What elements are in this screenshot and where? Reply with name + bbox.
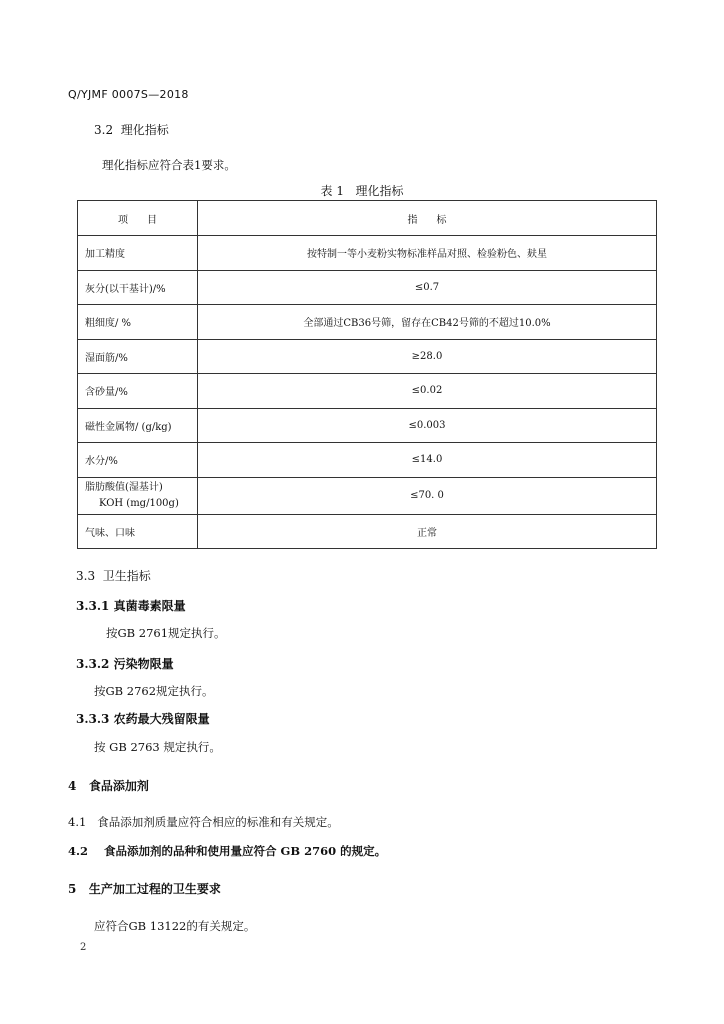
row-value: 全部通过CB36号筛，留存在CB42号筛的不超过10.0% xyxy=(198,305,657,340)
section-3-2-heading: 3.2 理化指标 xyxy=(94,123,169,137)
row-item: 灰分(以干基计)/% xyxy=(78,270,198,305)
section-4-1-text: 4.1 食品添加剂质量应符合相应的标准和有关规定。 xyxy=(68,815,339,829)
table-row xyxy=(78,443,657,478)
row-item: 湿面筋/% xyxy=(78,339,198,374)
table-row xyxy=(78,514,657,549)
table-row xyxy=(78,236,657,271)
page-number: 2 xyxy=(80,942,87,953)
header-indicator: 指 标 xyxy=(198,201,657,236)
row-item xyxy=(78,477,198,514)
row-value: ≤0.003 xyxy=(198,408,657,443)
section-3-2-text: 理化指标应符合表1要求。 xyxy=(102,158,236,172)
row-item: 加工精度 xyxy=(78,236,198,271)
document-code: Q/YJMF 0007S—2018 xyxy=(68,88,189,101)
row-item-line2: KOH (mg/100g) xyxy=(99,497,179,509)
section-3-3-3-heading: 3.3.3 农药最大残留限量 xyxy=(76,712,210,726)
section-3-3-1-heading: 3.3.1 真菌毒素限量 xyxy=(76,599,186,613)
header-item: 项 目 xyxy=(78,201,198,236)
section-5-text: 应符合GB 13122的有关规定。 xyxy=(94,919,256,933)
row-value: 正常 xyxy=(198,514,657,549)
section-3-3-2-heading: 3.3.2 污染物限量 xyxy=(76,657,174,671)
section-3-3-heading: 3.3 卫生指标 xyxy=(76,569,151,583)
row-item: 含砂量/% xyxy=(78,374,198,409)
row-item: 气味、口味 xyxy=(78,514,198,549)
row-value: ≤0.02 xyxy=(198,374,657,409)
table-row xyxy=(78,305,657,340)
table-row xyxy=(78,408,657,443)
section-5-heading: 5 生产加工过程的卫生要求 xyxy=(68,882,221,896)
row-value: ≤70. 0 xyxy=(198,477,657,514)
row-item-line1: 脂肪酸值(湿基计) xyxy=(85,481,163,493)
table-row xyxy=(78,339,657,374)
section-4-heading: 4 食品添加剂 xyxy=(68,779,149,793)
table-row xyxy=(78,477,657,514)
row-item: 水分/% xyxy=(78,443,198,478)
table-row xyxy=(78,374,657,409)
physicochemical-table xyxy=(77,200,657,549)
row-item: 磁性金属物/ (g/kg) xyxy=(78,408,198,443)
row-item: 粗细度/ % xyxy=(78,305,198,340)
row-value: ≤14.0 xyxy=(198,443,657,478)
section-3-3-3-text: 按 GB 2763 规定执行。 xyxy=(94,740,221,754)
row-value: ≤0.7 xyxy=(198,270,657,305)
table-header-row xyxy=(78,201,657,236)
row-value: 按特制一等小麦粉实物标准样品对照、检验粉色、麸星 xyxy=(198,236,657,271)
table-caption: 表 1 理化指标 xyxy=(320,184,404,198)
row-value: ≥28.0 xyxy=(198,339,657,374)
section-4-2-text: 4.2 食品添加剂的品种和使用量应符合 GB 2760 的规定。 xyxy=(68,844,387,858)
section-3-3-1-text: 按GB 2761规定执行。 xyxy=(106,626,226,640)
section-3-3-2-text: 按GB 2762规定执行。 xyxy=(94,684,214,698)
table-row xyxy=(78,270,657,305)
